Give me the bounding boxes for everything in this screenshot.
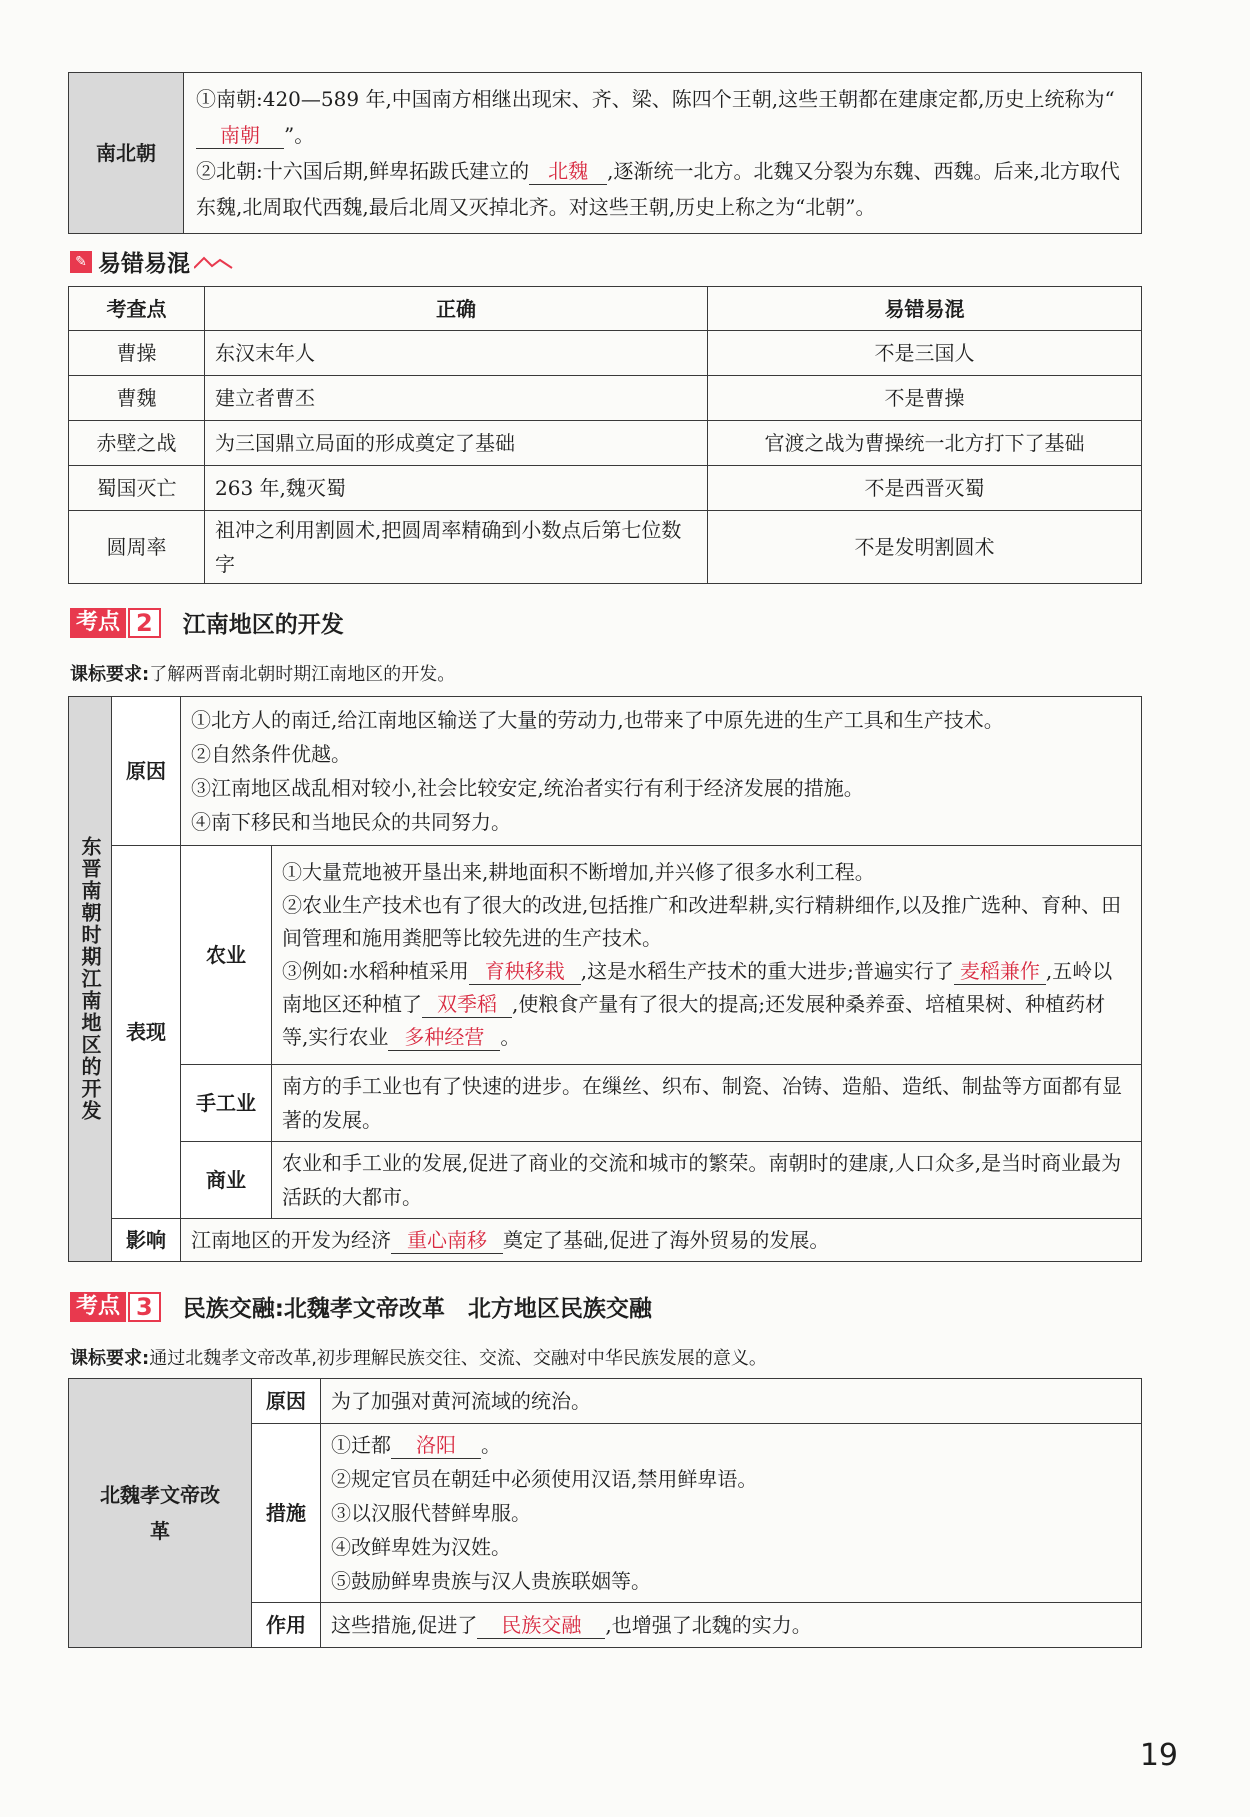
page-number: 19 (1139, 1738, 1178, 1773)
table-row (69, 331, 1142, 376)
reason-item: ④南下移民和当地民众的共同努力。 (191, 810, 511, 834)
mistakes-table (68, 286, 1142, 584)
measure-item: ②规定官员在朝廷中必须使用汉语,禁用鲜卑语。 (331, 1467, 758, 1491)
standard-text: 通过北魏孝文帝改革,初步理解民族交往、交流、交融对中华民族发展的意义。 (149, 1348, 767, 1369)
cell-point: 曹魏 (69, 376, 205, 421)
reason-item: ③江南地区战乱相对较小,社会比较安定,统治者实行有利于经济发展的措施。 (191, 776, 864, 800)
measure-item: ④改鲜卑姓为汉姓。 (331, 1535, 511, 1559)
answer-diversified: 多种经营 (388, 1024, 500, 1051)
standard-text: 了解两晋南北朝时期江南地区的开发。 (149, 664, 456, 685)
reform-effect-content: 这些措施,促进了 民族交融 ,也增强了北魏的实力。 (321, 1603, 1142, 1648)
agriculture-content (272, 846, 1142, 1065)
measure-item: ③以汉服代替鲜卑服。 (331, 1501, 531, 1525)
nanbeichao-table (68, 72, 1142, 234)
cell-mistake: 官渡之战为曹操统一北方打下了基础 (708, 421, 1142, 466)
table-row (69, 511, 1142, 584)
cell-point: 蜀国灭亡 (69, 466, 205, 511)
cell-mistake: 不是西晋灭蜀 (708, 466, 1142, 511)
answer-luoyang: 洛阳 (391, 1432, 481, 1459)
reason-content (181, 697, 1142, 846)
cell-correct: 为三国鼎立局面的形成奠定了基础 (205, 421, 708, 466)
cell-mistake: 不是发明割圆术 (708, 511, 1142, 584)
answer-south-dynasty: 南朝 (196, 122, 284, 149)
commerce-content: 农业和手工业的发展,促进了商业的交流和城市的繁荣。南朝时的建康,人口众多,是当时商业最为活跃的大都市。 (272, 1142, 1142, 1219)
kaodian3-standard (70, 1344, 767, 1370)
reform-effect-label: 作用 (252, 1603, 321, 1648)
kaodian3-tag (70, 1292, 161, 1322)
reform-measure-content (321, 1424, 1142, 1603)
mistakes-title: 易错易混 (98, 251, 190, 277)
answer-wheat-rice: 麦稻兼作 (954, 958, 1046, 985)
jiangnan-side-header: 东晋南朝时期江南地区的开发 (69, 697, 112, 1262)
handicraft-label: 手工业 (181, 1065, 272, 1142)
col-header-point: 考查点 (69, 287, 205, 331)
table-row (69, 466, 1142, 511)
reform-reason-label: 原因 (252, 1379, 321, 1424)
measure-item: ①迁都 洛阳 。 (331, 1433, 501, 1457)
kaodian2-standard (70, 660, 455, 686)
col-header-correct: 正确 (205, 287, 708, 331)
kaodian-number: 3 (128, 1292, 161, 1322)
cell-correct: 祖冲之利用割圆术,把圆周率精确到小数点后第七位数字 (205, 511, 708, 584)
kaodian-label: 考点 (70, 1292, 126, 1322)
agri-item: ③例如:水稻种植采用 育秧移栽 ,这是水稻生产技术的重大进步;普遍实行了 麦稻兼作 ,五岭以南地区还种植了 双季稻 ,使粮食产量有了很大的提高;还发展种桑养蚕、培植果树、种植药材等,实行农业 多种经营 。 (282, 959, 1113, 1049)
north-dynasty-line: ②北朝:十六国后期,鲜卑拓跋氏建立的 北魏 ,逐渐统一北方。北魏又分裂为东魏、西魏。后来,北方取代东魏,北周取代西魏,最后北周又灭掉北齐。对这些王朝,历史上称之为“北朝”。 (196, 159, 1120, 219)
reform-side-header: 北魏孝文帝改革 (69, 1379, 252, 1648)
reason-label: 原因 (112, 697, 181, 846)
cell-correct: 建立者曹丕 (205, 376, 708, 421)
pencil-icon: ✎ (70, 251, 92, 273)
kaodian3-title: 民族交融:北魏孝文帝改革 北方地区民族交融 (182, 1296, 652, 1322)
impact-label: 影响 (112, 1219, 181, 1262)
cell-point: 圆周率 (69, 511, 205, 584)
answer-northern-wei: 北魏 (529, 158, 607, 185)
reform-measure-label: 措施 (252, 1424, 321, 1603)
agriculture-label: 农业 (181, 846, 272, 1065)
performance-label: 表现 (112, 846, 181, 1219)
south-dynasty-line: ①南朝:420—589 年,中国南方相继出现宋、齐、梁、陈四个王朝,这些王朝都在建康定都,历史上统称为“南朝 ”。 (196, 87, 1115, 147)
standard-label: 课标要求: (70, 664, 150, 685)
standard-label: 课标要求: (70, 1348, 150, 1369)
col-header-mistake: 易错易混 (708, 287, 1142, 331)
kaodian2-title: 江南地区的开发 (182, 612, 344, 638)
kaodian3-heading (70, 1290, 652, 1323)
commerce-label: 商业 (181, 1142, 272, 1219)
kaodian-number: 2 (128, 608, 161, 638)
answer-ethnic-fusion: 民族交融 (477, 1612, 605, 1639)
mistakes-heading (70, 245, 234, 278)
xiaowen-reform-table (68, 1378, 1142, 1648)
agri-item: ②农业生产技术也有了很大的改进,包括推广和改进犁耕,实行精耕细作,以及推广选种、育种、田间管理和施用粪肥等比较先进的生产技术。 (282, 893, 1122, 950)
reason-item: ①北方人的南迁,给江南地区输送了大量的劳动力,也带来了中原先进的生产工具和生产技术。 (191, 708, 1004, 732)
zigzag-decoration-icon (194, 254, 234, 270)
table-row (69, 421, 1142, 466)
cell-mistake: 不是曹操 (708, 376, 1142, 421)
cell-correct: 东汉末年人 (205, 331, 708, 376)
reason-item: ②自然条件优越。 (191, 742, 351, 766)
mistakes-header-row (69, 287, 1142, 331)
jiangnan-table (68, 696, 1142, 1262)
impact-content: 江南地区的开发为经济 重心南移 奠定了基础,促进了海外贸易的发展。 (181, 1219, 1142, 1262)
kaodian2-tag (70, 608, 161, 638)
answer-economic-center: 重心南移 (391, 1227, 503, 1254)
cell-point: 曹操 (69, 331, 205, 376)
nanbeichao-header: 南北朝 (69, 73, 184, 234)
kaodian2-heading (70, 606, 344, 639)
reform-reason-content: 为了加强对黄河流域的统治。 (321, 1379, 1142, 1424)
answer-seedling-transplant: 育秧移栽 (469, 958, 581, 985)
cell-mistake: 不是三国人 (708, 331, 1142, 376)
cell-correct: 263 年,魏灭蜀 (205, 466, 708, 511)
agri-item: ①大量荒地被开垦出来,耕地面积不断增加,并兴修了很多水利工程。 (282, 860, 875, 884)
kaodian-label: 考点 (70, 608, 126, 638)
table-row (69, 376, 1142, 421)
measure-item: ⑤鼓励鲜卑贵族与汉人贵族联姻等。 (331, 1569, 651, 1593)
answer-double-rice: 双季稻 (422, 991, 512, 1018)
cell-point: 赤壁之战 (69, 421, 205, 466)
handicraft-content: 南方的手工业也有了快速的进步。在缫丝、织布、制瓷、冶铸、造船、造纸、制盐等方面都有显著的发展。 (272, 1065, 1142, 1142)
nanbeichao-content (184, 73, 1142, 234)
